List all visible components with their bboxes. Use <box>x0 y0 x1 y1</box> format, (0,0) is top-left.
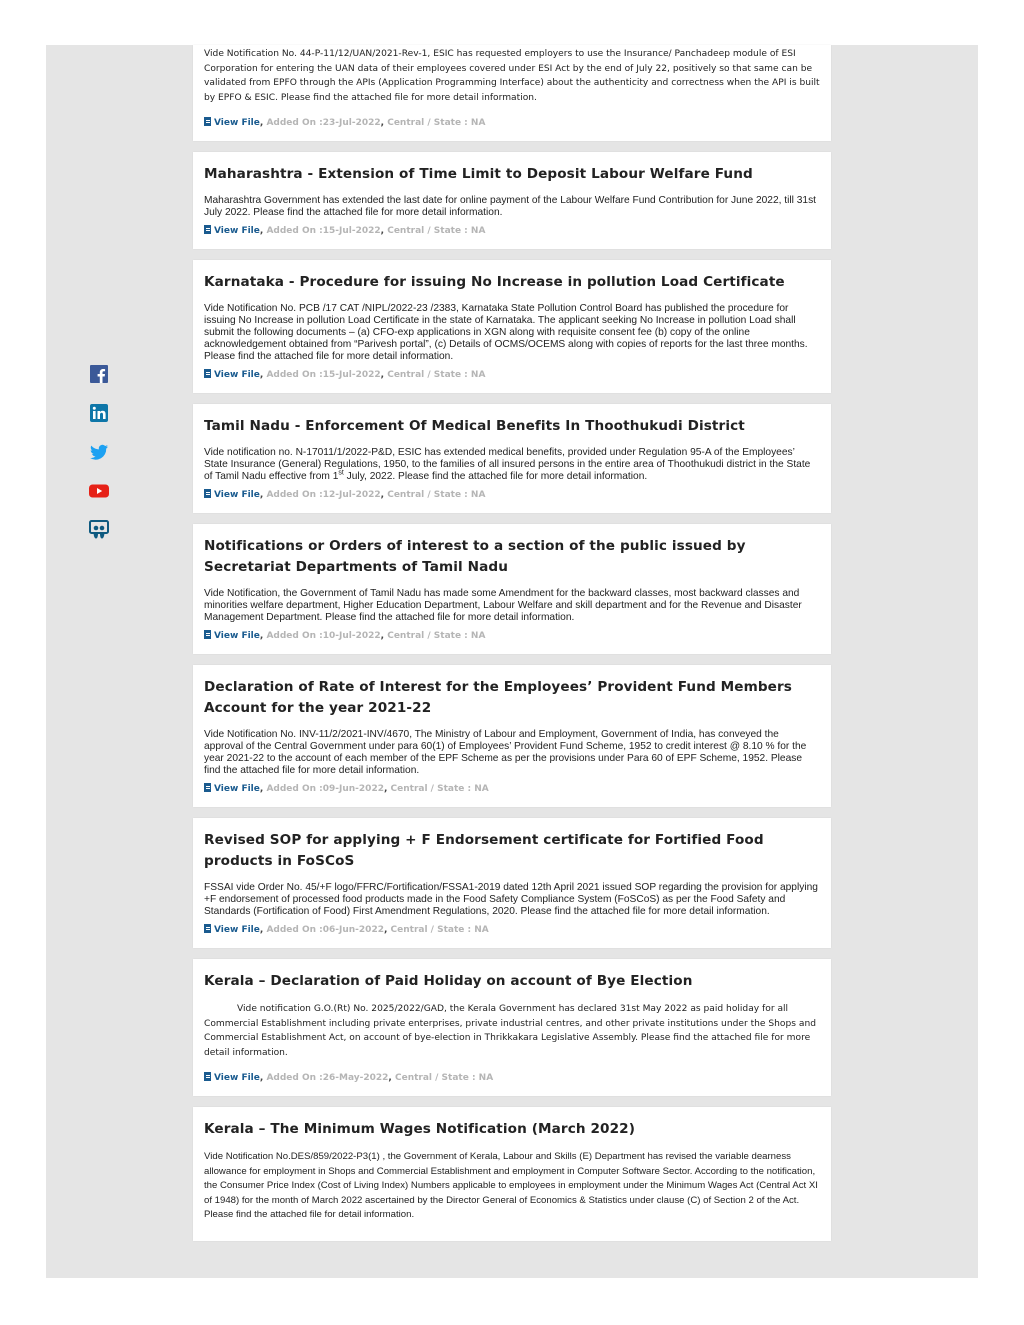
linkedin-icon[interactable] <box>88 402 110 424</box>
added-on-date: Added On :15-Jul-2022 <box>266 370 381 380</box>
news-card <box>193 665 831 807</box>
news-title[interactable]: Maharashtra - Extension of Time Limit to Deposit Labour Welfare Fund <box>204 166 753 182</box>
news-description: Vide notification G.O.(Rt) No. 2025/2022/GAD, the Kerala Government has declared 31st May 2022 as paid holiday for all Commercial Establishment including private enterprises, private industrial centres, and other private institutions under the Shops and Commercial Establishment Act, on account of bye-election in Thrikkakara Legislative Assembly. Please find the attached file for more detail information. <box>204 1004 817 1058</box>
news-description: Vide Notification, the Government of Tamil Nadu has made some Amendment for the backward classes, most backward classes and minorities welfare department, Higher Education Department, Labour Welfare and skill department and for the Revenue and Disaster Management Department. Please find the attached file for more detail information. <box>204 588 802 623</box>
news-card <box>193 45 831 141</box>
slideshare-icon[interactable] <box>88 519 110 541</box>
news-card <box>193 152 831 249</box>
news-card <box>193 818 831 948</box>
news-card <box>193 959 831 1096</box>
pdf-icon <box>204 489 211 498</box>
view-file-link[interactable]: View File <box>204 784 260 794</box>
view-file-link[interactable]: View File <box>204 1073 260 1083</box>
news-description: Vide notification no. N-17011/1/2022-P&D, ESIC has extended medical benefits, provided under Regulation 95-A of the Employees’ State Insurance (General) Regulations, 1950, to the families of all insured persons in the entire area of Thoothukudi district in the State of Tamil Nadu effective from 1st July, 2022. Please find the attached file for more detail information. <box>204 447 811 482</box>
added-on-date: Added On :10-Jul-2022 <box>266 631 381 641</box>
news-title[interactable]: Revised SOP for applying + F Endorsement certificate for Fortified Food products in FoSCoS <box>204 832 764 869</box>
social-sidebar <box>88 363 110 558</box>
news-description: Vide Notification No.DES/859/2022-P3(1) , the Government of Kerala, Labour and Skills (E) Department has revised the variable dearness allowance for employment in Shops and Commercial Establishment and employment in Computer Software Sector. According to the notification, the Consumer Price Index (Cost of Living Index) Numbers applicable to employees in employment under the Minimum Wages Act (Central Act XI of 1948) for the month of March 2022 ascertained by the Director General of Economics & Statistics under clause (C) of Section 2 of the Act. Please find the attached file for detail information. <box>204 1151 818 1220</box>
added-on-date: Added On :12-Jul-2022 <box>266 490 381 500</box>
news-title[interactable]: Kerala – The Minimum Wages Notification (March 2022) <box>204 1121 636 1137</box>
view-file-link[interactable]: View File <box>204 226 260 236</box>
news-description: FSSAI vide Order No. 45/+F logo/FFRC/Fortification/FSSA1-2019 dated 12th April 2021 issued SOP regarding the provision for applying +F endorsement of processed food products made in the Food Safety Compliance System (FoSCoS) as per the Food Safety and Standards (Fortification of Food) First Amendment Regulations, 2020. Please find the attached file for more detail information. <box>204 882 818 917</box>
news-title[interactable]: Karnataka - Procedure for issuing No Increase in pollution Load Certificate <box>204 274 785 290</box>
central-state-label: Central / State : NA <box>390 784 489 794</box>
news-card <box>193 1107 831 1241</box>
view-file-link[interactable]: View File <box>204 118 260 128</box>
pdf-icon <box>204 924 211 933</box>
news-feed <box>193 45 831 1252</box>
news-meta: View File, Added On :09-Jun-2022, Central / State : NA <box>204 783 820 795</box>
news-description: Vide Notification No. 44-P-11/12/UAN/2021-Rev-1, ESIC has requested employers to use the Insurance/ Panchadeep module of ESI Corporation for entering the UAN data of their employees covered under ESI Act by the end of July 22, positively so that same can be validated from EPFO through the APIs (Application Programming Interface) about the authenticity and correctness when the API is built by EPFO & ESIC. Please find the attached file for more detail information. <box>204 49 820 103</box>
pdf-icon <box>204 783 211 792</box>
central-state-label: Central / State : NA <box>387 118 486 128</box>
news-title[interactable]: Kerala – Declaration of Paid Holiday on account of Bye Election <box>204 973 693 989</box>
news-meta: View File, Added On :15-Jul-2022, Central / State : NA <box>204 369 820 381</box>
central-state-label: Central / State : NA <box>390 925 489 935</box>
news-meta: View File, Added On :23-Jul-2022, Central / State : NA <box>204 117 820 129</box>
twitter-icon[interactable] <box>88 441 110 463</box>
news-meta: View File, Added On :15-Jul-2022, Central / State : NA <box>204 225 820 237</box>
news-title[interactable]: Tamil Nadu - Enforcement Of Medical Benefits In Thoothukudi District <box>204 418 745 434</box>
central-state-label: Central / State : NA <box>387 490 486 500</box>
news-meta: View File, Added On :26-May-2022, Central / State : NA <box>204 1072 820 1084</box>
central-state-label: Central / State : NA <box>394 1073 494 1083</box>
pdf-icon <box>204 117 211 126</box>
news-meta: View File, Added On :10-Jul-2022, Central / State : NA <box>204 630 820 642</box>
view-file-link[interactable]: View File <box>204 925 260 935</box>
news-description: Vide Notification No. PCB /17 CAT /NIPL/2022-23 /2383, Karnataka State Pollution Control Board has published the procedure for issuing No Increase in pollution Load Certificate in the state of Karnataka. The applicant seeking No Increase in pollution Load shall submit the following documents – (a) CFO-exp applications in XGN along with requisite consent fee (b) copy of the online acknowledgement obtained from “Parivesh portal”, (c) Details of OCMS/OCEMS along with copies of reports for the last three months. Please find the attached file for more detail information. <box>204 303 808 362</box>
central-state-label: Central / State : NA <box>387 631 486 641</box>
news-card <box>193 524 831 654</box>
pdf-icon <box>204 225 211 234</box>
facebook-icon[interactable] <box>88 363 110 385</box>
added-on-date: Added On :26-May-2022 <box>266 1073 389 1083</box>
news-card <box>193 260 831 393</box>
pdf-icon <box>204 630 211 639</box>
news-card <box>193 404 831 513</box>
news-title[interactable]: Declaration of Rate of Interest for the Employees’ Provident Fund Members Account for the year 2021-22 <box>204 679 792 716</box>
view-file-link[interactable]: View File <box>204 631 260 641</box>
youtube-icon[interactable] <box>88 480 110 502</box>
news-title[interactable]: Notifications or Orders of interest to a section of the public issued by Secretariat Departments of Tamil Nadu <box>204 538 746 575</box>
added-on-date: Added On :23-Jul-2022 <box>266 118 381 128</box>
news-description: Vide Notification No. INV-11/2/2021-INV/4670, The Ministry of Labour and Employment, Government of India, has conveyed the approval of the Central Government under para 60(1) of Employees’ Provident Fund Scheme, 1952 to credit interest @ 8.10 % for the year 2021-22 to the account of each member of the EPF Scheme as per the provisions under Para 60 of EPF Scheme, 1952. Please find the attached file for more detail information. <box>204 729 807 776</box>
added-on-date: Added On :09-Jun-2022 <box>266 784 384 794</box>
view-file-link[interactable]: View File <box>204 490 260 500</box>
pdf-icon <box>204 369 211 378</box>
added-on-date: Added On :15-Jul-2022 <box>266 226 381 236</box>
central-state-label: Central / State : NA <box>387 370 486 380</box>
news-description: Maharashtra Government has extended the last date for online payment of the Labour Welfare Fund Contribution for June 2022, till 31st July 2022. Please find the attached file for more detail information. <box>204 195 816 218</box>
news-meta: View File, Added On :06-Jun-2022, Central / State : NA <box>204 924 820 936</box>
view-file-link[interactable]: View File <box>204 370 260 380</box>
added-on-date: Added On :06-Jun-2022 <box>266 925 384 935</box>
central-state-label: Central / State : NA <box>387 226 486 236</box>
news-meta: View File, Added On :12-Jul-2022, Central / State : NA <box>204 489 820 501</box>
pdf-icon <box>204 1072 211 1081</box>
